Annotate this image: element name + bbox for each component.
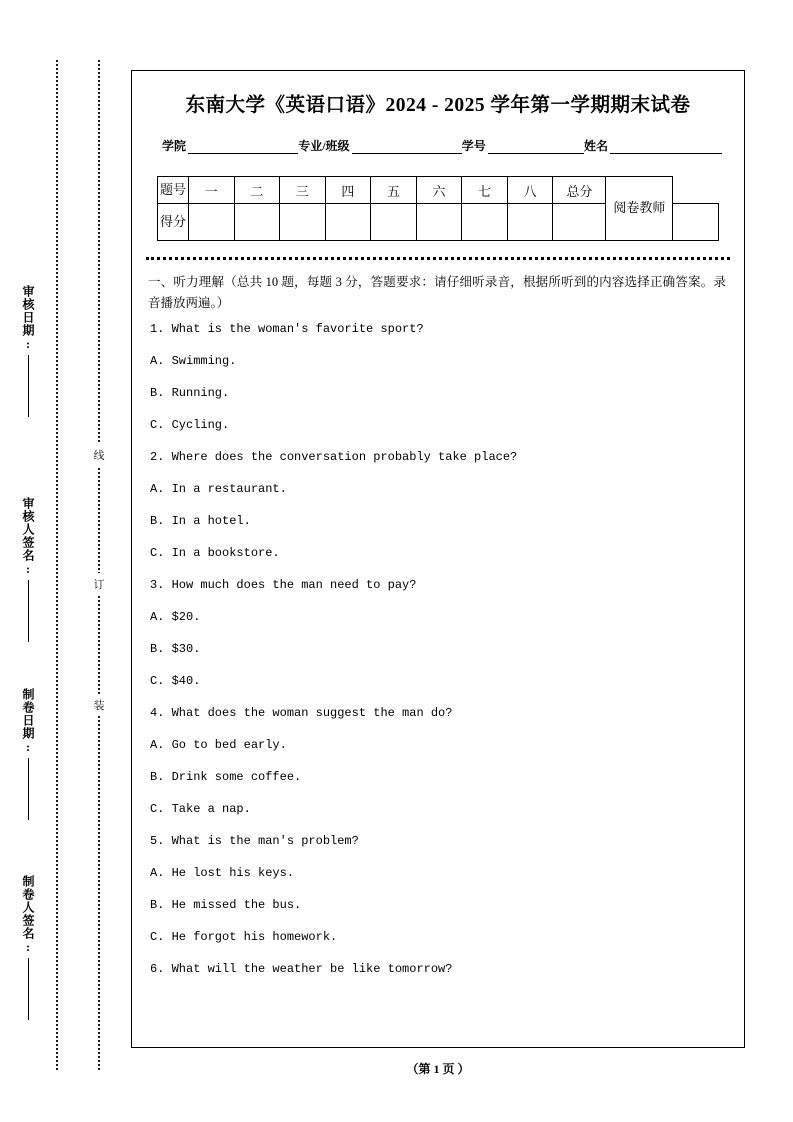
question-option[interactable]: B. $30.: [150, 642, 201, 657]
student-id-field-label: 学号: [461, 139, 486, 153]
binding-dotted-line-outer: [56, 60, 58, 1070]
question-option[interactable]: C. $40.: [150, 674, 201, 689]
score-table-score-cell[interactable]: [462, 204, 508, 241]
score-table: [157, 176, 719, 241]
student-identity-row: [162, 137, 722, 154]
student-id-field-input[interactable]: [488, 140, 584, 154]
score-table-score-cell[interactable]: [371, 204, 417, 241]
margin-vertical-label: [22, 875, 34, 1020]
score-table-column-header: 三: [280, 177, 326, 204]
question-option[interactable]: A. In a restaurant.: [150, 482, 287, 497]
margin-vertical-label: [22, 285, 34, 417]
exam-content: [148, 272, 726, 975]
question-option[interactable]: B. Drink some coffee.: [150, 770, 302, 785]
score-table-score-cell[interactable]: [280, 204, 326, 241]
score-table-column-header: 八: [507, 177, 553, 204]
score-table-column-header: 五: [371, 177, 417, 204]
question-option[interactable]: C. Cycling.: [150, 418, 230, 433]
section-instruction: 一、听力理解（总共 10 题，每题 3 分，答题要求：请仔细听录音，根据所听到的内容选择正确答案。录音播放两遍。）: [148, 275, 726, 310]
question-stem: 6. What will the weather be like tomorrow?: [150, 962, 453, 977]
score-table-row-label-number: 题号: [158, 177, 189, 204]
margin-vertical-label: [22, 688, 34, 820]
score-table-score-cell[interactable]: [325, 204, 371, 241]
major-class-field-input[interactable]: [352, 140, 462, 154]
margin-vertical-label: [22, 497, 34, 642]
major-class-field[interactable]: [298, 137, 461, 154]
college-field[interactable]: [162, 137, 298, 154]
binding-mark: 线: [90, 444, 108, 466]
major-class-field-label: 专业/班级: [298, 139, 350, 153]
score-table-grader-header: 阅卷教师: [606, 177, 673, 241]
score-table-score-cell[interactable]: [507, 204, 553, 241]
question-stem: 5. What is the man's problem?: [150, 834, 359, 849]
margin-signature-line: [28, 758, 29, 820]
question-option[interactable]: B. Running.: [150, 386, 230, 401]
score-table-column-header: 六: [416, 177, 462, 204]
student-id-field[interactable]: [462, 137, 584, 154]
question-stem: 3. How much does the man need to pay?: [150, 578, 417, 593]
college-field-input[interactable]: [188, 140, 298, 154]
name-field-input[interactable]: [610, 140, 722, 154]
question-stem: 1. What is the woman's favorite sport?: [150, 322, 424, 337]
question-option[interactable]: A. Swimming.: [150, 354, 237, 369]
score-table-score-cell[interactable]: [189, 204, 235, 241]
question-option[interactable]: A. Go to bed early.: [150, 738, 287, 753]
binding-mark: 装: [90, 694, 108, 716]
page-footer: （第 1 页 ）: [406, 1062, 470, 1076]
margin-signature-line: [28, 958, 29, 1020]
margin-vertical-label-text: 审核日期:: [21, 285, 35, 352]
question-stem: 4. What does the woman suggest the man do?: [150, 706, 453, 721]
question-option[interactable]: A. He lost his keys.: [150, 866, 295, 881]
binding-mark: 订: [90, 573, 108, 595]
question-stem: 2. Where does the conversation probably take place?: [150, 450, 518, 465]
question-option[interactable]: C. He forgot his homework.: [150, 930, 338, 945]
score-table-score-cell[interactable]: [553, 204, 606, 241]
score-table-score-cell[interactable]: [416, 204, 462, 241]
question-option[interactable]: A. $20.: [150, 610, 201, 625]
margin-vertical-label-text: 审核人签名:: [21, 497, 35, 577]
margin-vertical-label-text: 制卷日期:: [21, 688, 35, 755]
score-table-column-header: 四: [325, 177, 371, 204]
question-option[interactable]: C. Take a nap.: [150, 802, 251, 817]
question-option[interactable]: C. In a bookstore.: [150, 546, 280, 561]
page-title: 东南大学《英语口语》2024 - 2025 学年第一学期期末试卷: [185, 95, 691, 116]
college-field-label: 学院: [162, 139, 187, 153]
exam-paper-body: [131, 70, 745, 1048]
binding-dotted-line-inner: [98, 60, 100, 1070]
score-table-column-header: 一: [189, 177, 235, 204]
margin-signature-line: [28, 355, 29, 417]
score-table-column-header: 二: [234, 177, 280, 204]
margin-signature-line: [28, 580, 29, 642]
question-option[interactable]: B. He missed the bus.: [150, 898, 302, 913]
score-table-score-cell[interactable]: [673, 204, 719, 241]
name-field-label: 姓名: [583, 139, 608, 153]
name-field[interactable]: [584, 137, 722, 154]
section-divider: [146, 257, 730, 260]
question-option[interactable]: B. In a hotel.: [150, 514, 251, 529]
score-table-row-label-score: 得分: [158, 204, 189, 241]
score-table-wrapper: [157, 176, 719, 241]
question-list: [148, 323, 726, 975]
score-table-total-header: 总分: [553, 177, 606, 204]
table-row: [158, 177, 719, 204]
binding-margin-strip: [0, 0, 131, 1122]
score-table-score-cell[interactable]: [234, 204, 280, 241]
score-table-column-header: 七: [462, 177, 508, 204]
margin-vertical-label-text: 制卷人签名:: [21, 875, 35, 955]
